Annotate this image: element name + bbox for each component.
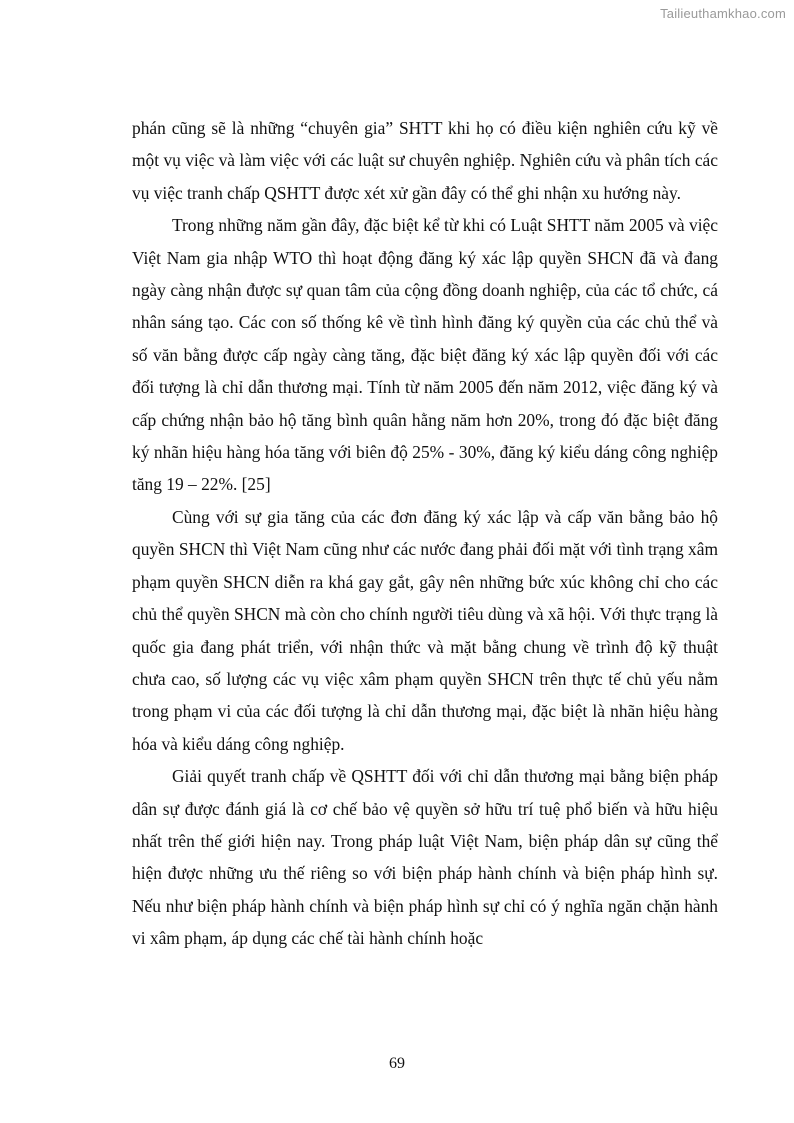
document-body [132, 112, 718, 955]
paragraph-2: Trong những năm gần đây, đặc biệt kể từ khi có Luật SHTT năm 2005 và việc Việt Nam gia nhập WTO thì hoạt động đăng ký xác lập quyền SHCN đã và đang ngày càng nhận được sự quan tâm của cộng đồng doanh nghiệp, của các tổ chức, cá nhân sáng tạo. Các con số thống kê về tình hình đăng ký quyền của các chủ thể và số văn bằng được cấp ngày càng tăng, đặc biệt đăng ký xác lập quyền đối với các đối tượng là chỉ dẫn thương mại. Tính từ năm 2005 đến năm 2012, việc đăng ký và cấp chứng nhận bảo hộ tăng bình quân hằng năm hơn 20%, trong đó đặc biệt đăng ký nhãn hiệu hàng hóa tăng với biên độ 25% - 30%, đăng ký kiểu dáng công nghiệp tăng 19 – 22%. [25] [132, 215, 718, 495]
watermark-text: Tailieuthamkhao.com [660, 6, 786, 21]
paragraph-3: Cùng với sự gia tăng của các đơn đăng ký xác lập và cấp văn bằng bảo hộ quyền SHCN thì Việt Nam cũng như các nước đang phải đối mặt với tình trạng xâm phạm quyền SHCN diễn ra khá gay gắt, gây nên những bức xúc không chỉ cho các chủ thể quyền SHCN mà còn cho chính người tiêu dùng và xã hội. Với thực trạng là quốc gia đang phát triển, với nhận thức và mặt bằng chung về trình độ kỹ thuật chưa cao, số lượng các vụ việc xâm phạm quyền SHCN trên thực tế chủ yếu nằm trong phạm vi của các đối tượng là chỉ dẫn thương mại, đặc biệt là nhãn hiệu hàng hóa và kiểu dáng công nghiệp. [132, 506, 718, 754]
page-number: 69 [389, 1055, 405, 1072]
paragraph-1: phán cũng sẽ là những “chuyên gia” SHTT khi họ có điều kiện nghiên cứu kỹ về một vụ việc và làm việc với các luật sư chuyên nghiệp. Nghiên cứu và phân tích các vụ việc tranh chấp QSHTT được xét xử gần đây có thể ghi nhận xu hướng này. [132, 118, 718, 203]
paragraph-4: Giải quyết tranh chấp về QSHTT đối với chỉ dẫn thương mại bằng biện pháp dân sự được đánh giá là cơ chế bảo vệ quyền sở hữu trí tuệ phổ biến và hữu hiệu nhất trên thế giới hiện nay. Trong pháp luật Việt Nam, biện pháp dân sự cũng thể hiện được những ưu thế riêng so với biện pháp hành chính và biện pháp hình sự. Nếu như biện pháp hành chính và biện pháp hình sự chỉ có ý nghĩa ngăn chặn hành vi xâm phạm, áp dụng các chế tài hành chính hoặc [132, 766, 718, 949]
